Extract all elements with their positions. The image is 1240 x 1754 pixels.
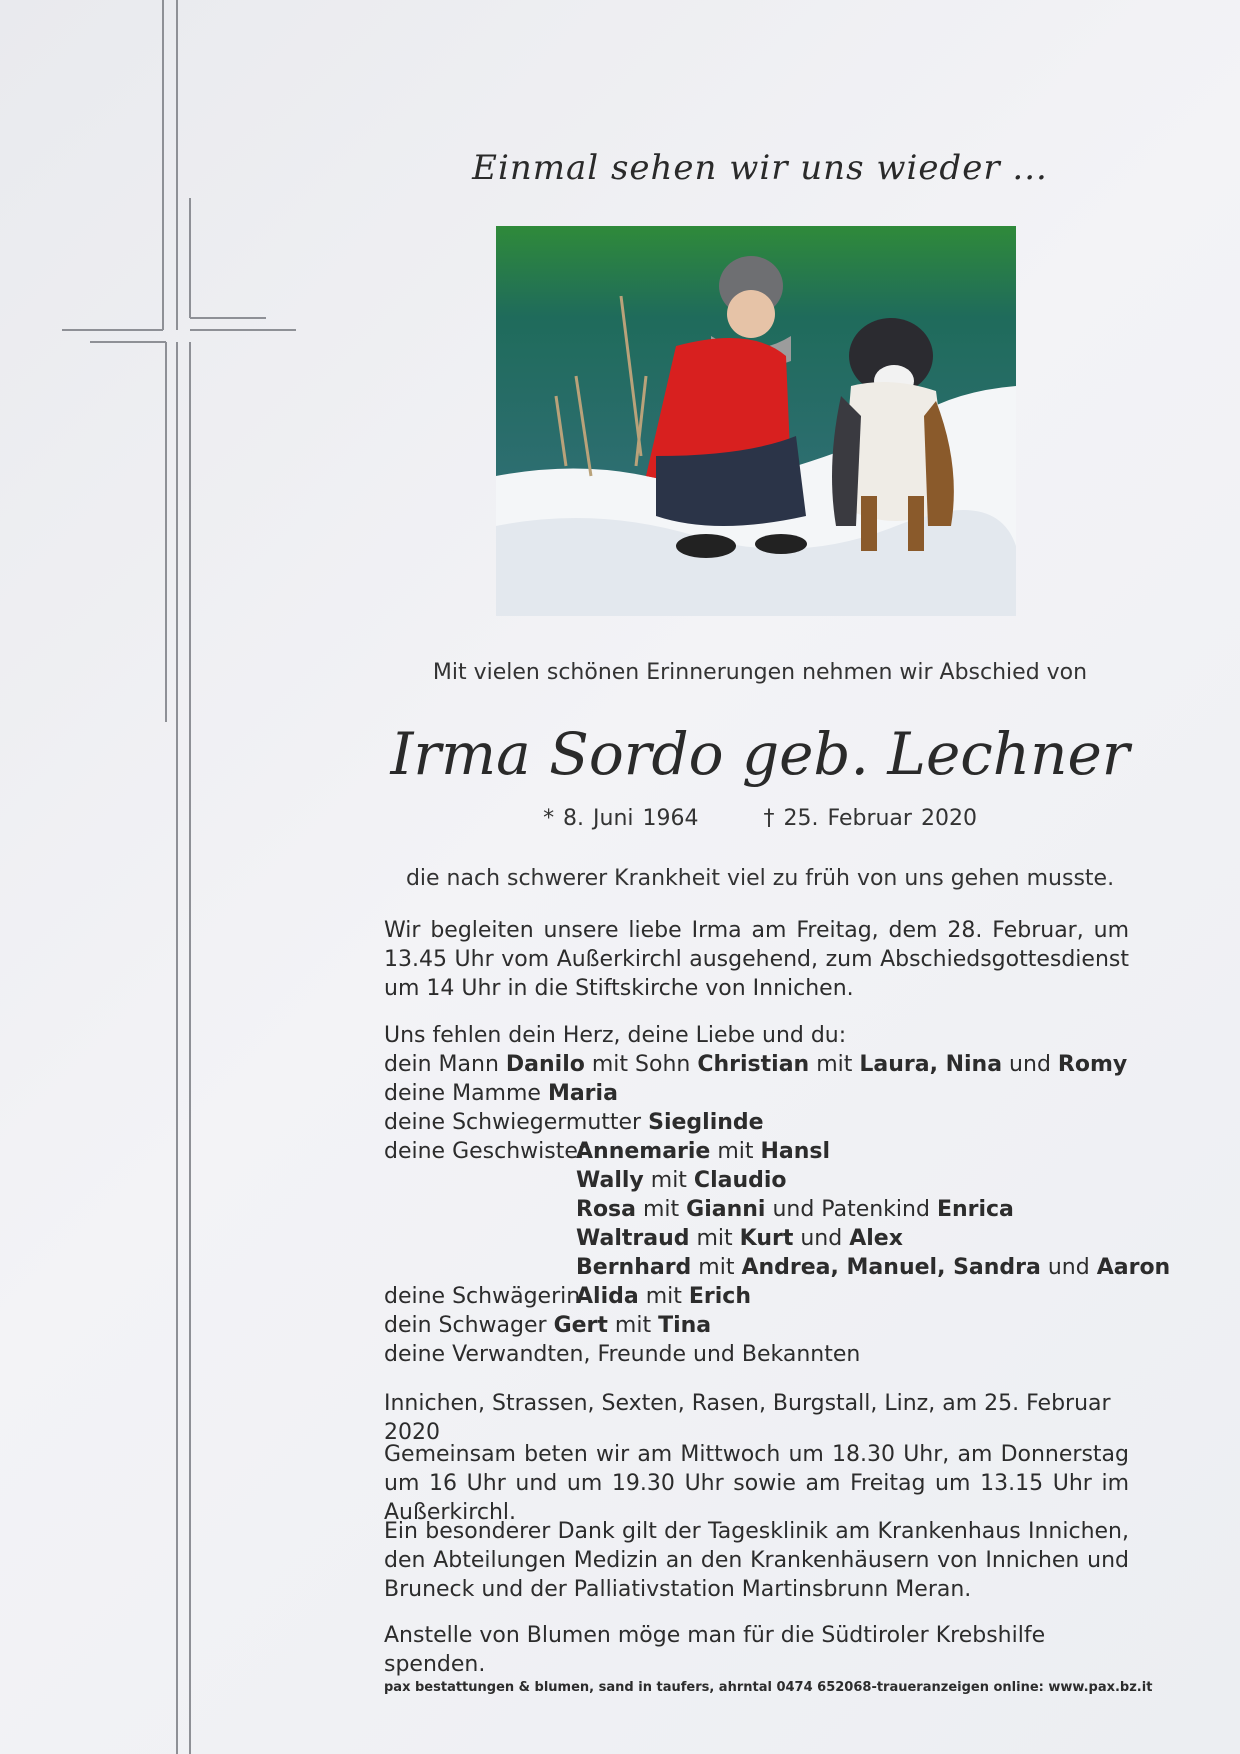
footer-text: pax bestattungen & blumen, sand in taufers, ahrntal 0474 652068-traueranzeigen online: www.pax.bz.it: [384, 1680, 1153, 1695]
mourners-list: [384, 1021, 1171, 1369]
mourner-row: deine Schwiegermutter Sieglinde: [384, 1110, 764, 1135]
thanks-text: Ein besonderer Dank gilt der Tagesklinik am Krankenhaus Innichen, den Abteilungen Medizin an den Krankenhäusern von Innichen und Bruneck und der Palliativstation Martinsbrunn Meran.: [384, 1519, 1129, 1602]
places-date: Innichen, Strassen, Sexten, Rasen, Burgstall, Linz, am 25. Februar 2020: [384, 1391, 1111, 1445]
mourner-row: dein Schwager Gert mit Tina: [384, 1313, 712, 1338]
funeral-text: Wir begleiten unsere liebe Irma am Freitag, dem 28. Februar, um 13.45 Uhr vom Außerkirchl ausgehend, zum Abschiedsgottesdienst um 14 Uhr in die Stiftskirche von Innichen.: [384, 918, 1129, 1001]
mourner-row: dein Mann Danilo mit Sohn Christian mit Laura, Nina und Romy: [384, 1052, 1128, 1077]
deceased-name: Irma Sordo geb. Lechner: [390, 720, 1130, 788]
mourner-row: deine Verwandten, Freunde und Bekannten: [384, 1342, 861, 1367]
mourner-row: Bernhard mit Andrea, Manuel, Sandra und Aaron: [576, 1255, 1171, 1280]
mourner-row: Rosa mit Gianni und Patenkind Enrica: [576, 1197, 1014, 1222]
portrait-photo: [496, 226, 1016, 616]
mourner-row: deine Mamme Maria: [384, 1081, 618, 1106]
life-dates: [360, 806, 1160, 831]
mourner-row: Waltraud mit Kurt und Alex: [576, 1226, 903, 1251]
motto: Einmal sehen wir uns wieder ...: [472, 148, 1048, 188]
prayer-text: Gemeinsam beten wir am Mittwoch um 18.30 Uhr, am Donnerstag um 16 Uhr und um 19.30 Uhr sowie am Freitag um 13.15 Uhr im Außerkirchl.: [384, 1442, 1129, 1525]
death-date: † 25. Februar 2020: [763, 806, 977, 831]
mourner-row: deine Schwägerin Alida mit Erich: [384, 1284, 751, 1309]
mourners-intro: Uns fehlen dein Herz, deine Liebe und du:: [384, 1023, 847, 1048]
birth-date: * 8. Juni 1964: [543, 806, 699, 831]
mourner-row: Wally mit Claudio: [576, 1168, 787, 1193]
intro-text: Mit vielen schönen Erinnerungen nehmen wir Abschied von: [432, 660, 1088, 685]
donation-text: Anstelle von Blumen möge man für die Südtiroler Krebshilfe spenden.: [384, 1623, 1046, 1677]
cross-ornament: [0, 0, 320, 1754]
mourner-row: deine Geschwister Annemarie mit Hansl: [384, 1139, 831, 1164]
subtitle-text: die nach schwerer Krankheit viel zu früh von uns gehen musste.: [405, 866, 1115, 891]
